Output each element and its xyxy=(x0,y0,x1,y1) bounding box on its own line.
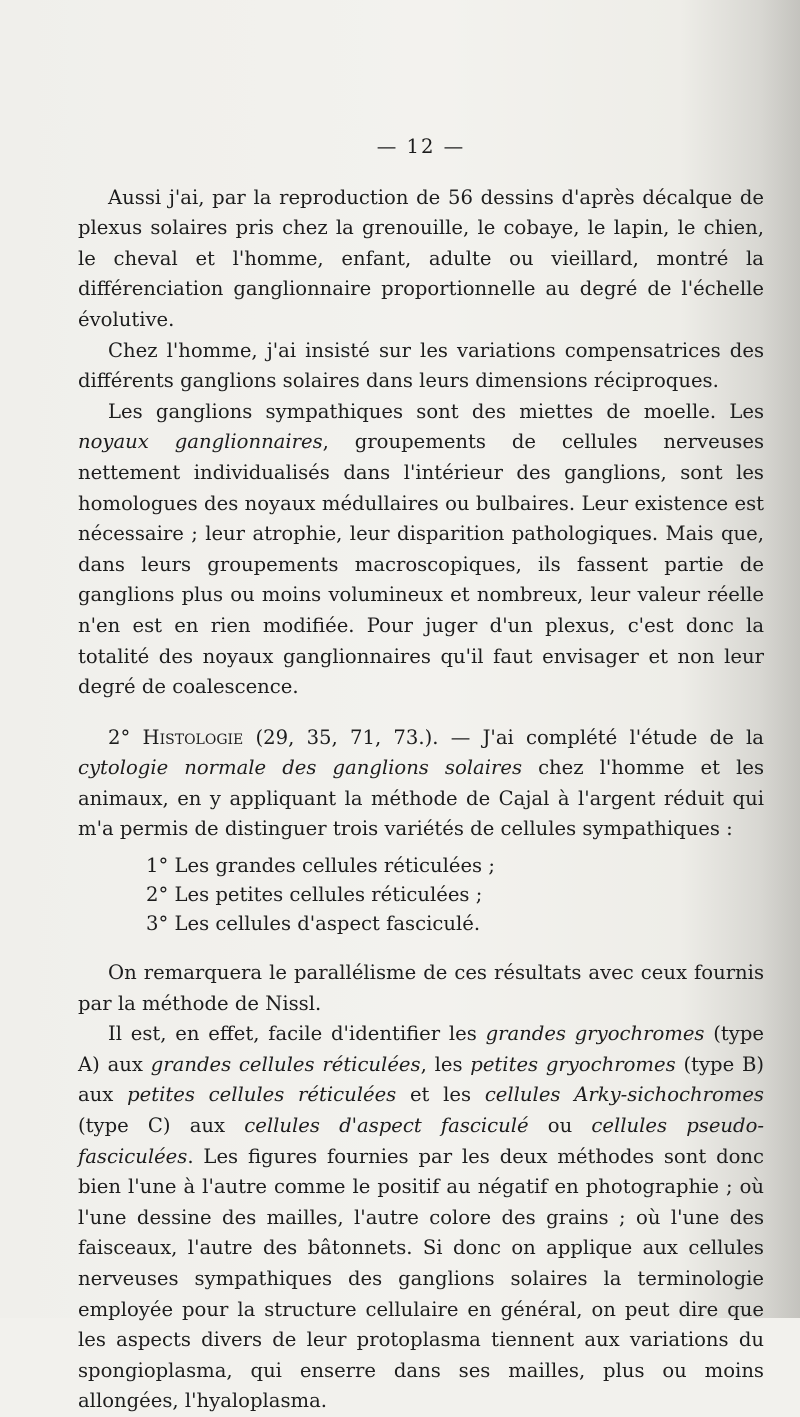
p6-em-2: grandes cellules réticulées xyxy=(150,1052,421,1076)
list-item: 2° Les petites cellules réticulées ; xyxy=(146,883,483,907)
p3-text-2: , groupements de cellules nerveuses nettement individualisés dans l'intérieur des ganglions, sont les homologues des noyaux médullaires ou bulbaires. Leur existence est nécessaire ; leur atrophie, leur disparition pathologiques. Mais que, dans leurs groupements macroscopiques, ils fassent partie de ganglions plus ou moins volumineux et nombreux, leur valeur réelle n'en est en rien modifiée. Pour juger d'un plexus, c'est donc la totalité des noyaux ganglionnaires qu'il faut envisager et non leur degré de coalescence. xyxy=(78,430,764,699)
p6-text-7: ou xyxy=(528,1114,592,1138)
p3-em-noyaux: noyaux ganglionnaires xyxy=(78,430,323,454)
p6-text-5: et les xyxy=(396,1083,485,1107)
paragraph-identification xyxy=(78,1019,764,1417)
p6-em-7: cellules pseudo-fasciculées xyxy=(78,1114,765,1168)
p6-text-6: (type C) aux xyxy=(78,1114,245,1138)
p4-heading: Histologie xyxy=(142,725,244,749)
list-item: 1° Les grandes cellules réticulées ; xyxy=(146,854,495,878)
p6-text-3: , les xyxy=(420,1052,471,1076)
p6-text-2: (type A) aux xyxy=(78,1022,764,1076)
p6-text-4: (type B) aux xyxy=(78,1052,764,1107)
cell-variety-list xyxy=(78,851,764,938)
p6-em-4: petites cellules réticulées xyxy=(127,1083,397,1107)
p6-text-1: Il est, en effet, facile d'identifier les xyxy=(108,1022,486,1046)
p4-em-cytologie: cytologie normale des ganglions solaires xyxy=(78,756,523,780)
p6-em-1: grandes gryochromes xyxy=(485,1022,705,1046)
p4-number: 2° xyxy=(108,725,143,749)
p3-text-1: Les ganglions sympathiques sont des miettes de moelle. Les xyxy=(108,399,764,423)
paragraph-histologie xyxy=(78,723,764,845)
paragraph-ganglions xyxy=(78,397,764,703)
paragraph-nissl: On remarquera le parallélisme de ces résultats avec ceux fournis par la méthode de Nissl. xyxy=(78,961,764,1015)
paragraph-compensation: Chez l'homme, j'ai insisté sur les variations compensatrices des différents ganglions solaires dans leurs dimensions réciproques. xyxy=(78,338,764,393)
page-number: — 12 — xyxy=(376,135,466,158)
page-text-column xyxy=(78,132,764,1417)
p6-text-8: . Les figures fournies par les deux méthodes sont donc bien l'une à l'autre comme le positif au négatif en photographie ; où l'une dessine des mailles, l'autre colore des grains ; où l'une des faisceaux, l'autre des bâtonnets. Si donc on applique aux cellules nerveuses sympathiques des ganglions solaires la terminologie employée pour la structure cellulaire en général, on peut dire que les aspects divers de leur protoplasma tiennent aux variations du spongioplasma, qui enserre dans ses mailles, plus ou moins allongées, l'hyaloplasma. xyxy=(78,1144,764,1413)
p4-text-1: (29, 35, 71, 73.). — J'ai complété l'étude de la xyxy=(243,725,764,749)
p6-em-3: petites gryochromes xyxy=(470,1052,676,1076)
p4-text-2: chez l'homme et les animaux, en y appliquant la méthode de Cajal à l'argent réduit qui m'a permis de distinguer trois variétés de cellules sympathiques : xyxy=(78,756,764,841)
p6-em-6: cellules d'aspect fasciculé xyxy=(244,1114,529,1138)
paragraph-reproduction: Aussi j'ai, par la reproduction de 56 dessins d'après décalque de plexus solaires pris chez la grenouille, le cobaye, le lapin, le chien, le cheval et l'homme, enfant, adulte ou vieillard, montré la différenciation ganglionnaire proportionnelle au degré de l'échelle évolutive. xyxy=(78,185,764,331)
list-item: 3° Les cellules d'aspect fasciculé. xyxy=(146,912,481,936)
p6-em-5: cellules Arky-sichochromes xyxy=(484,1083,764,1107)
